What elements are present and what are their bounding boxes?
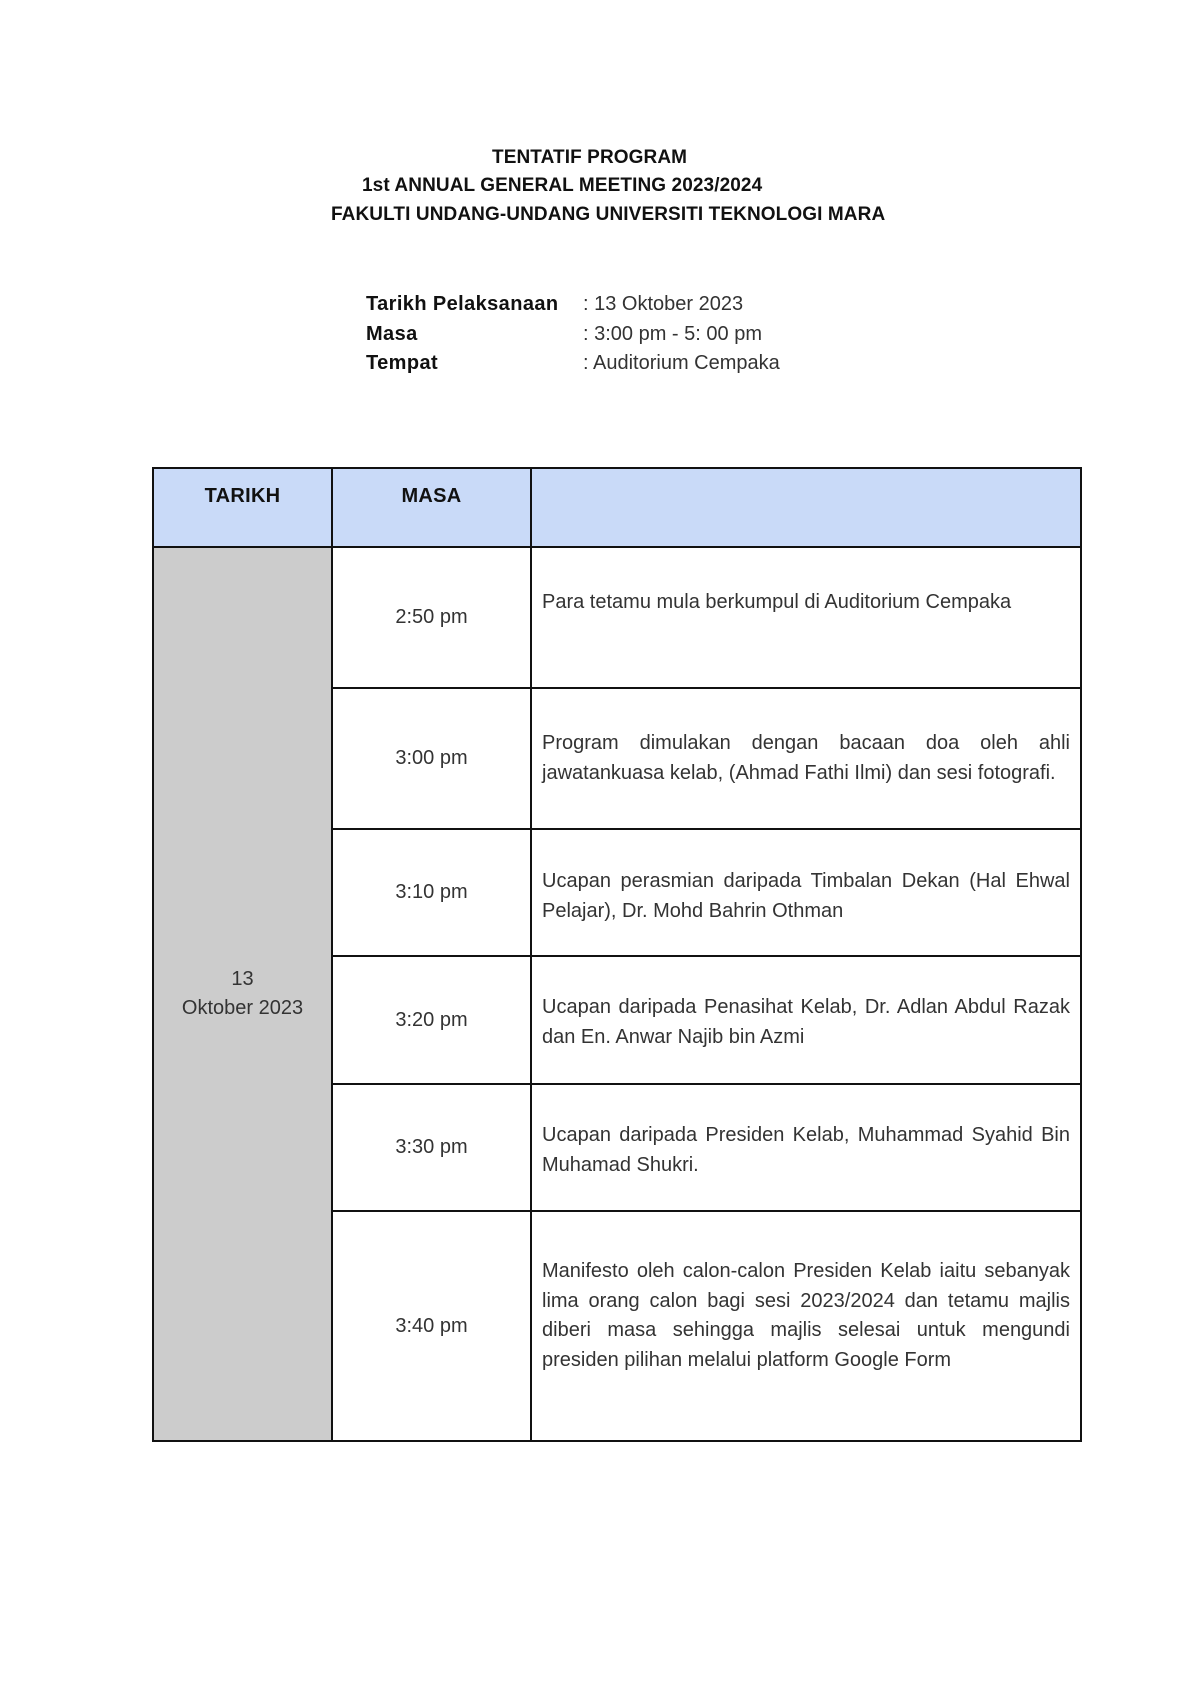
time-cell: 3:10 pm [332, 829, 531, 956]
program-title: TENTATIF PROGRAM [492, 147, 688, 168]
time-cell: 3:40 pm [332, 1211, 531, 1441]
date-cell [153, 547, 332, 1441]
activity-cell: Manifesto oleh calon-calon Presiden Kelab iaitu sebanyak lima orang calon bagi sesi 2023/2024 dan tetamu majlis diberi masa sehingga majlis selesai untuk mengundi presiden pilihan melalui platform Google Form [531, 1211, 1081, 1441]
table-header-row [153, 468, 1081, 547]
time-cell: 2:50 pm [332, 547, 531, 688]
time-cell: 3:00 pm [332, 688, 531, 829]
activity-cell: Ucapan daripada Presiden Kelab, Muhammad Syahid Bin Muhamad Shukri. [531, 1084, 1081, 1211]
header-activity [531, 468, 1081, 547]
time-cell: 3:30 pm [332, 1084, 531, 1211]
date-day: 13 [231, 968, 254, 990]
header-time: MASA [332, 468, 531, 547]
meeting-title: 1st ANNUAL GENERAL MEETING 2023/2024 [362, 175, 763, 196]
detail-label: Tarikh Pelaksanaan [366, 293, 559, 315]
detail-label: Masa [366, 322, 418, 345]
activity-cell: Para tetamu mula berkumpul di Auditorium Cempaka [531, 547, 1081, 688]
activity-cell: Ucapan perasmian daripada Timbalan Dekan (Hal Ehwal Pelajar), Dr. Mohd Bahrin Othman [531, 829, 1081, 956]
detail-value: : 13 Oktober 2023 [583, 293, 744, 315]
time-cell: 3:20 pm [332, 956, 531, 1084]
faculty-title: FAKULTI UNDANG-UNDANG UNIVERSITI TEKNOLOGI MARA [331, 204, 886, 225]
detail-value: : Auditorium Cempaka [583, 352, 780, 374]
detail-value: : 3:00 pm - 5: 00 pm [583, 322, 762, 345]
detail-label: Tempat [366, 352, 439, 374]
date-month-year: Oktober 2023 [181, 997, 304, 1019]
table-row [153, 547, 1081, 688]
schedule-table [152, 467, 1082, 1442]
activity-cell: Program dimulakan dengan bacaan doa oleh ahli jawatankuasa kelab, (Ahmad Fathi Ilmi) dan sesi fotografi. [531, 688, 1081, 829]
header-date: TARIKH [153, 468, 332, 547]
activity-cell: Ucapan daripada Penasihat Kelab, Dr. Adlan Abdul Razak dan En. Anwar Najib bin Azmi [531, 956, 1081, 1084]
